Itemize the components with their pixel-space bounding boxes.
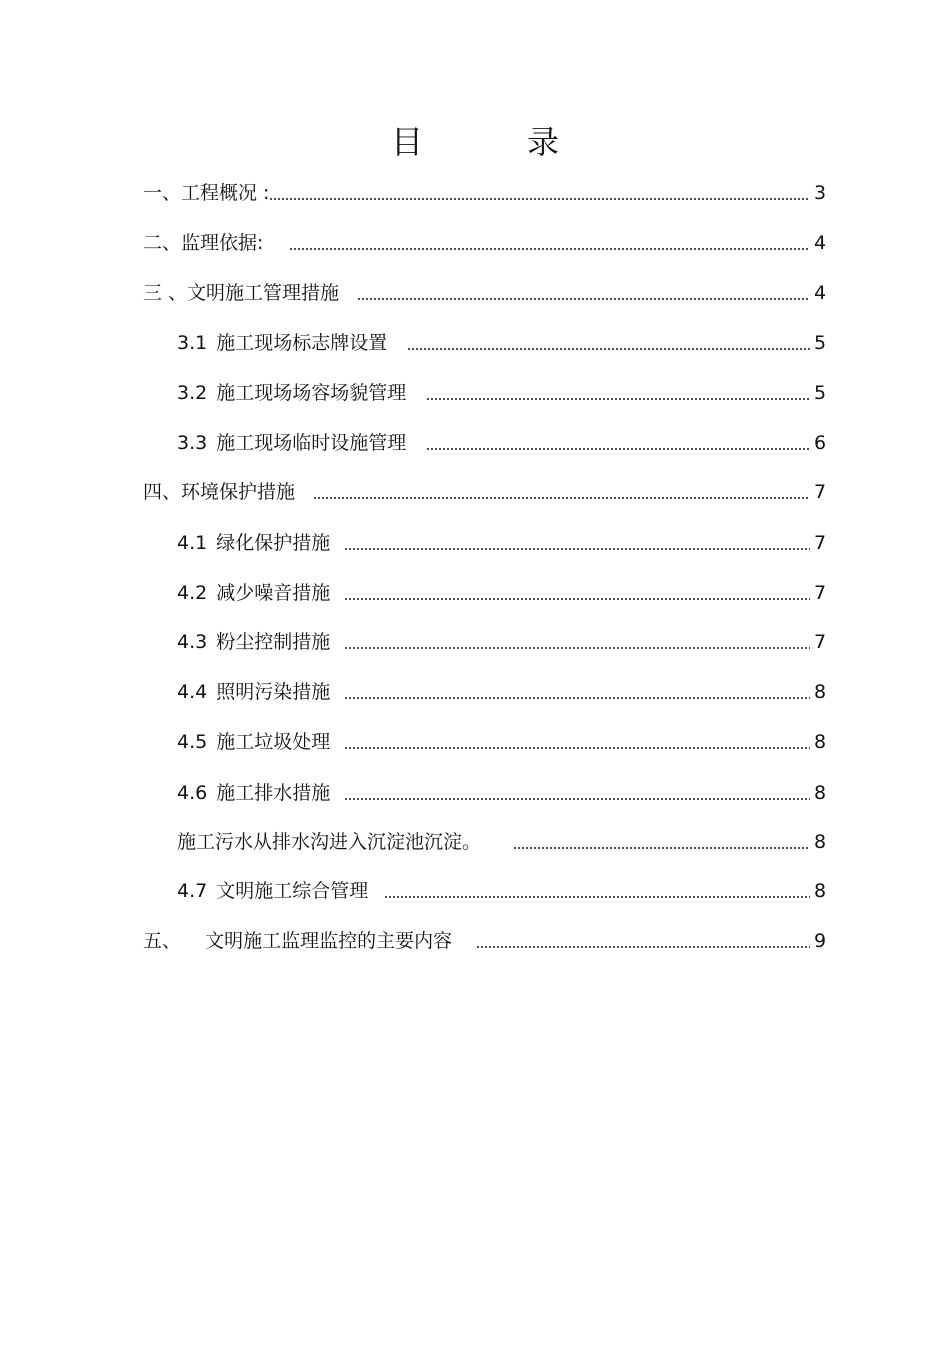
toc-entry[interactable] [143, 230, 826, 256]
toc-entry-label [143, 479, 295, 505]
toc-entry-text: 施工现场标志牌设置 [216, 332, 388, 354]
toc-entry-text: 绿化保护措施 [216, 532, 331, 554]
toc-entry[interactable] [143, 479, 826, 505]
toc-page-number: 8 [814, 731, 827, 753]
toc-dot-leader [344, 548, 810, 550]
toc-entry-text: 三 、文明施工管理措施 [143, 282, 340, 304]
toc-entry-text: 文明施工综合管理 [216, 880, 369, 902]
toc-entry-number: 4.1 [177, 532, 208, 554]
toc-entry[interactable] [177, 878, 826, 904]
toc-entry-text: 四、环境保护措施 [143, 481, 296, 503]
toc-entry[interactable] [177, 780, 826, 806]
toc-dot-leader [357, 298, 810, 300]
toc-entry-label [177, 430, 406, 456]
toc-entry[interactable] [143, 928, 826, 954]
toc-page-number: 4 [814, 282, 827, 304]
toc-entry[interactable] [177, 380, 826, 406]
toc-dot-leader [344, 697, 810, 699]
toc-entry-label [143, 180, 269, 206]
toc-entry-label [143, 230, 263, 256]
toc-entry-text: 照明污染措施 [216, 681, 331, 703]
toc-page-number: 7 [814, 631, 827, 653]
toc-dot-leader [344, 647, 810, 649]
toc-page-number: 7 [814, 481, 827, 503]
toc-page-number: 4 [814, 232, 827, 254]
toc-entry[interactable] [177, 679, 826, 705]
toc-page-number: 3 [814, 182, 827, 204]
toc-entry-number: 3.2 [177, 382, 208, 404]
toc-title-char-2: 录 [527, 123, 560, 161]
toc-entry-text: 施工污水从排水沟进入沉淀池沉淀。 [177, 831, 482, 853]
toc-entry[interactable] [177, 829, 826, 855]
toc-page-number: 8 [814, 782, 827, 804]
toc-entry-label [177, 878, 368, 904]
toc-dot-leader [407, 348, 810, 350]
toc-entry-number: 4.7 [177, 880, 208, 902]
toc-entry-label [177, 780, 330, 806]
toc-entry-label [177, 729, 330, 755]
toc-dot-leader [289, 248, 810, 250]
toc-dot-leader [269, 198, 810, 200]
toc-page-number: 7 [814, 532, 827, 554]
toc-entry-text: 施工排水措施 [216, 782, 331, 804]
toc-page-number: 8 [814, 880, 827, 902]
toc-entry-text: 粉尘控制措施 [216, 631, 331, 653]
toc-entry-label [177, 580, 330, 606]
toc-entry-label [143, 280, 339, 306]
toc-dot-leader [426, 398, 810, 400]
toc-dot-leader [344, 598, 810, 600]
toc-entry[interactable] [143, 280, 826, 306]
toc-entry-label [177, 530, 330, 556]
toc-entry[interactable] [177, 530, 826, 556]
toc-dot-leader [426, 448, 810, 450]
toc-entry-label [177, 330, 387, 356]
toc-entry[interactable] [177, 629, 826, 655]
toc-dot-leader [513, 847, 810, 849]
toc-page-number: 6 [814, 432, 827, 454]
toc-entry[interactable] [143, 180, 826, 206]
toc-dot-leader [384, 896, 810, 898]
toc-entry-number: 4.6 [177, 782, 208, 804]
toc-page-number: 9 [814, 930, 827, 952]
toc-page-number: 5 [814, 382, 827, 404]
toc-dot-leader [476, 946, 810, 948]
toc-entry-text: 施工现场场容场貌管理 [216, 382, 407, 404]
toc-page-number: 8 [814, 831, 827, 853]
toc-entry-label [177, 629, 330, 655]
toc-page-number: 8 [814, 681, 827, 703]
toc-entry[interactable] [177, 330, 826, 356]
toc-entry-number: 3.1 [177, 332, 208, 354]
toc-entry-number: 3.3 [177, 432, 208, 454]
toc-entry[interactable] [177, 580, 826, 606]
toc-dot-leader [344, 747, 810, 749]
toc-entry-label [177, 829, 481, 855]
toc-entry-number: 4.3 [177, 631, 208, 653]
toc-title-char-1: 目 [390, 123, 423, 161]
toc-entry[interactable] [177, 430, 826, 456]
toc-entry-text: 施工现场临时设施管理 [216, 432, 407, 454]
toc-entry-number: 4.5 [177, 731, 208, 753]
toc-entry-number: 4.2 [177, 582, 208, 604]
toc-entry-text: 二、监理依据: [143, 232, 264, 254]
toc-entry-label [143, 928, 452, 954]
toc-entry-text: 减少噪音措施 [216, 582, 331, 604]
toc-entry-number: 4.4 [177, 681, 208, 703]
toc-dot-leader [313, 497, 810, 499]
toc-dot-leader [344, 798, 810, 800]
toc-entry-text: 五、 文明施工监理监控的主要内容 [143, 930, 453, 952]
toc-page-number: 7 [814, 582, 827, 604]
toc-entry-label [177, 679, 330, 705]
toc-entry[interactable] [177, 729, 826, 755]
toc-entry-text: 一、工程概况 : [143, 182, 270, 204]
toc-entry-label [177, 380, 406, 406]
toc-entry-text: 施工垃圾处理 [216, 731, 331, 753]
toc-page-number: 5 [814, 332, 827, 354]
